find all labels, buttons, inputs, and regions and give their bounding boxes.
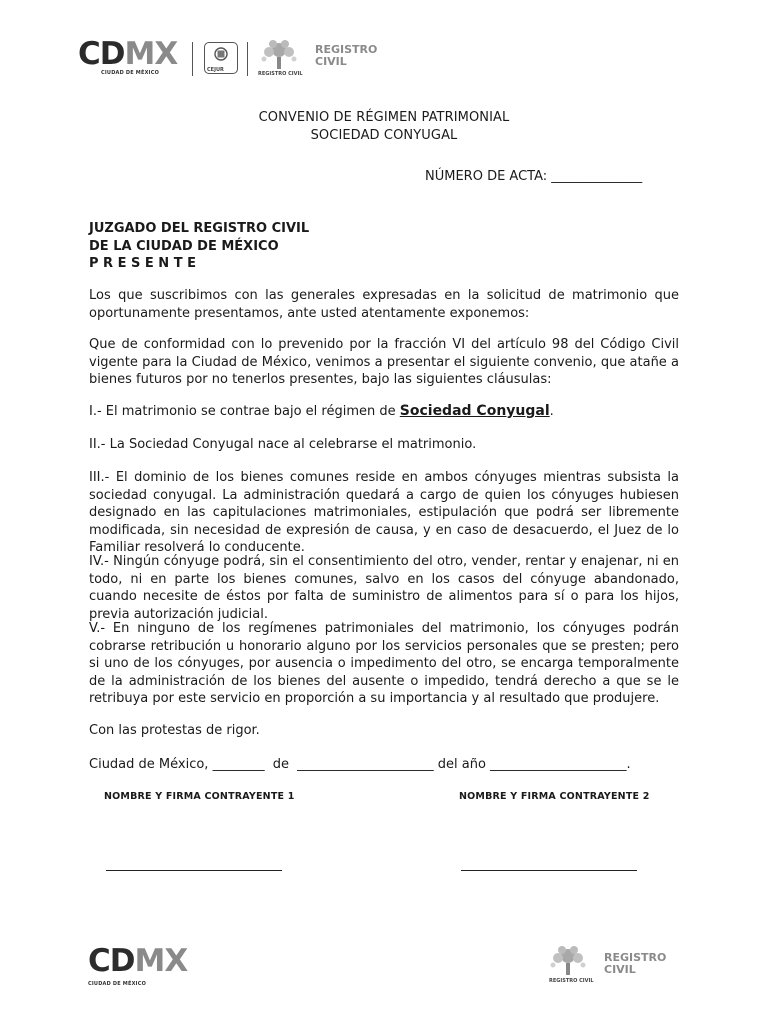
signature-label-2: NOMBRE Y FIRMA CONTRAYENTE 2 [459, 791, 650, 802]
day-field[interactable]: ________ [212, 757, 265, 772]
signature-label-1: NOMBRE Y FIRMA CONTRAYENTE 1 [104, 791, 295, 802]
clause-1: I.- El matrimonio se contrae bajo el régimen de Sociedad Conyugal. [89, 403, 554, 419]
clause-5: V.- En ninguno de los regímenes patrimoniales del matrimonio, los cónyuges podrán cobrarse retribución u honorario alguno por los servicios personales que se presten; pero si uno de los cónyuges, por ausencia o impedimento del otro, se encarga temporalmente de la administración de los bienes del ausente o impedido, tendrá derecho a que se le retribuya por este servicio en proporción a su importancia y al resultado que produjere. [89, 621, 679, 706]
acta-number: NÚMERO DE ACTA: ______________ [425, 169, 643, 184]
signature-line-1[interactable] [106, 870, 282, 871]
acta-number-field[interactable]: ______________ [551, 169, 643, 184]
registro-civil-title: REGISTRO CIVIL [315, 43, 378, 69]
footer-registro-civil-title: REGISTRO CIVIL [604, 951, 667, 977]
document-title: CONVENIO DE RÉGIMEN PATRIMONIAL SOCIEDAD CONYUGAL [258, 110, 510, 143]
signature-line-2[interactable] [461, 870, 637, 871]
registro-civil-small: REGISTRO CIVIL [258, 71, 303, 77]
year-field[interactable]: _____________________. [490, 757, 631, 772]
date-line: Ciudad de México, ________ de _____________________ del año _____________________. [89, 757, 631, 772]
footer-cdmx-logo: CDMX [88, 943, 188, 979]
tree-emblem-icon [258, 39, 300, 71]
cdmx-logo: CDMX [78, 36, 178, 72]
protest-line: Con las protestas de rigor. [89, 723, 260, 738]
clause-4: IV.- Ningún cónyuge podrá, sin el consentimiento del otro, vender, rentar y enajenar, ni en todo, ni en parte los bienes comunes, salvo en los casos del cónyuge abandonado, cuando necesite de éstos por falta de suministro de alimentos para sí o para los hijos, previa autorización judicial. [89, 554, 679, 622]
header-divider-2 [247, 42, 248, 76]
header-divider [192, 42, 193, 76]
cdmx-subtitle: CIUDAD DE MÉXICO [101, 70, 160, 76]
clause-3: III.- El dominio de los bienes comunes reside en ambos cónyuges mientras subsista la sociedad conyugal. La administración quedará a cargo de quien los cónyuges hubiesen designado en las capitulaciones matrimoniales, estipulación que podrá ser libremente modificada, sin necesidad de expresión de causa, y en caso de desacuerdo, el Juez de lo Familiar resolverá lo conducente. [89, 470, 679, 555]
month-field[interactable]: _____________________ [297, 757, 434, 772]
tree-emblem-icon [547, 945, 589, 977]
cejur-label: CEJUR [207, 67, 224, 73]
conformity-paragraph: Que de conformidad con lo prevenido por la fracción VI del artículo 98 del Código Civil vigente para la Ciudad de México, venimos a presentar el siguiente convenio, que atañe a bienes futuros por no tenerlos presentes, bajo las siguientes cláusulas: [89, 337, 679, 387]
footer-cdmx-subtitle: CIUDAD DE MÉXICO [88, 981, 147, 987]
footer-registro-civil-small: REGISTRO CIVIL [549, 978, 594, 984]
intro-paragraph: Los que suscribimos con las generales expresadas en la solicitud de matrimonio que oportunamente presentamos, ante usted atentamente exponemos: [89, 288, 679, 321]
addressee: JUZGADO DEL REGISTRO CIVIL DE LA CIUDAD DE MÉXICO P R E S E N T E [89, 221, 310, 271]
clause-2: II.- La Sociedad Conyugal nace al celebrarse el matrimonio. [89, 437, 477, 452]
regime-name: Sociedad Conyugal [399, 403, 550, 419]
